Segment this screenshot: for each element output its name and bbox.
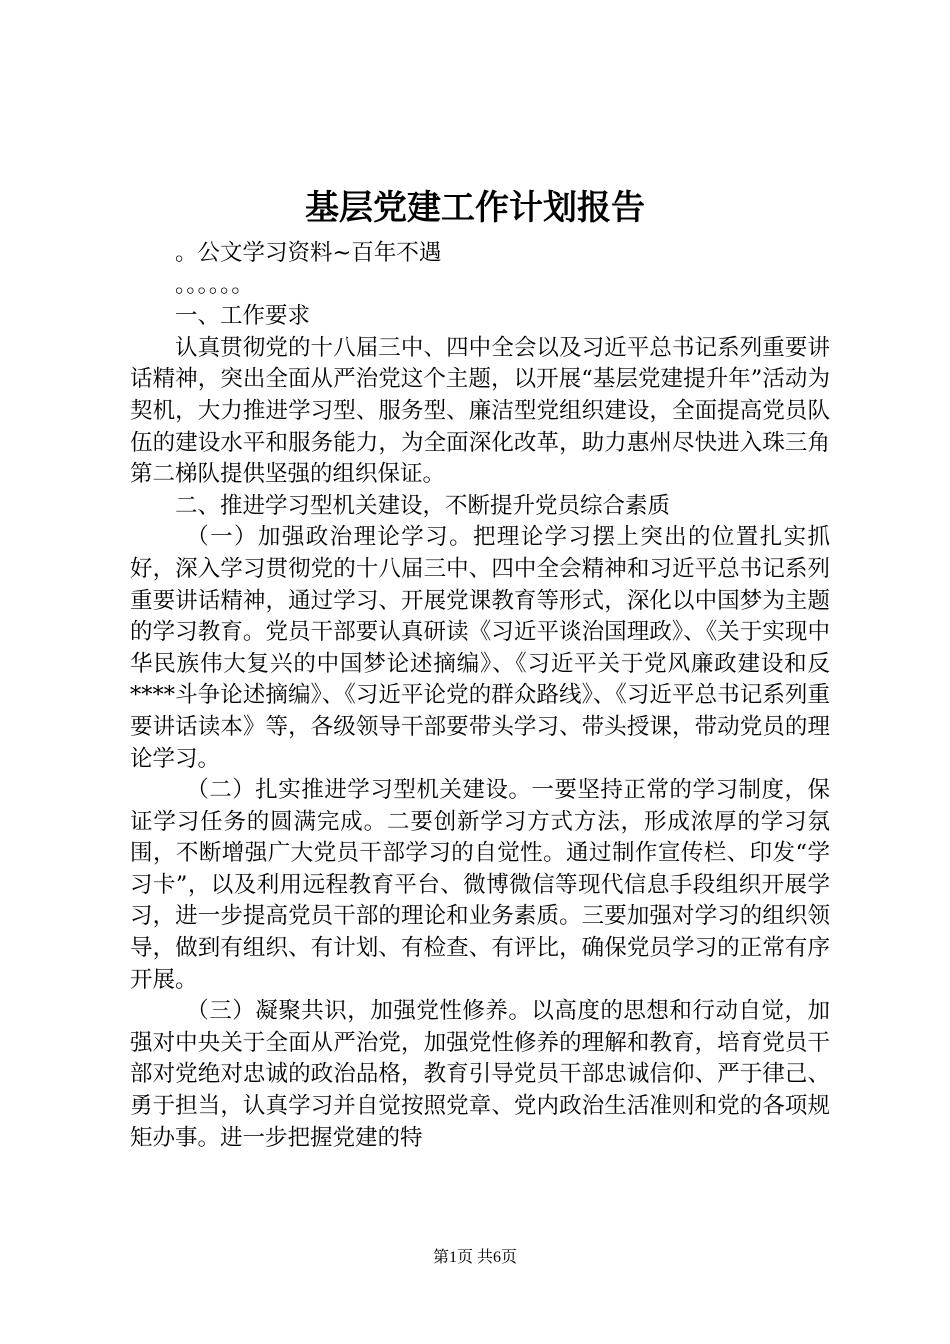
- document-body: [130, 238, 830, 1154]
- page-footer: 第1页 共6页: [432, 1249, 517, 1266]
- section-heading: 二、推进学习型机关建设，不断提升党员综合素质: [175, 492, 671, 519]
- document-title: 基层党建工作计划报告: [305, 188, 645, 228]
- paragraph: （三）凝聚共识，加强党性修养。以高度的思想和行动自觉，加强对中央关于全面从严治党，加强党性修养的理解和教育，培育党员干部对党绝对忠诚的政治品格，教育引导党员干部忠诚信仰、严于律己、勇于担当，认真学习并自觉按照党章、党内政治生活准则和党的各项规矩办事。进一步把握党建的特: [130, 998, 830, 1151]
- paragraph: 。。。。。。: [175, 271, 254, 298]
- paragraph: （二）扎实推进学习型机关建设。一要坚持正常的学习制度，保证学习任务的圆满完成。二要创新学习方式方法，形成浓厚的学习氛围，不断增强广大党员干部学习的自觉性。通过制作宣传栏、印发“学习卡”，以及利用远程教育平台、微博微信等现代信息手段组织开展学习，进一步提高党员干部的理论和业务素质。三要加强对学习的组织领导，做到有组织、有计划、有检查、有评比，确保党员学习的正常有序开展。: [130, 777, 830, 993]
- paragraph: 。公文学习资料~百年不遇: [175, 240, 442, 266]
- paragraph: （一）加强政治理论学习。把理论学习摆上突出的位置扎实抓好，深入学习贯彻党的十八届三中、四中全会精神和习近平总书记系列重要讲话精神，通过学习、开展党课教育等形式，深化以中国梦为主题的学习教育。党员干部要认真研读《习近平谈治国理政》、《关于实现中华民族伟大复兴的中国梦论述摘编》、《习近平关于党风廉政建设和反****斗争论述摘编》、《习近平论党的群众路线》、《习近平总书记系列重要讲话读本》等，各级领导干部要带头学习、带头授课，带动党员的理论学习。: [130, 524, 830, 772]
- section-heading: 一、工作要求: [175, 303, 311, 330]
- paragraph: 认真贯彻党的十八届三中、四中全会以及习近平总书记系列重要讲话精神，突出全面从严治党这个主题，以开展“基层党建提升年”活动为契机，大力推进学习型、服务型、廉洁型党组织建设，全面提高党员队伍的建设水平和服务能力，为全面深化改革，助力惠州尽快进入珠三角第二梯队提供坚强的组织保证。: [130, 334, 830, 488]
